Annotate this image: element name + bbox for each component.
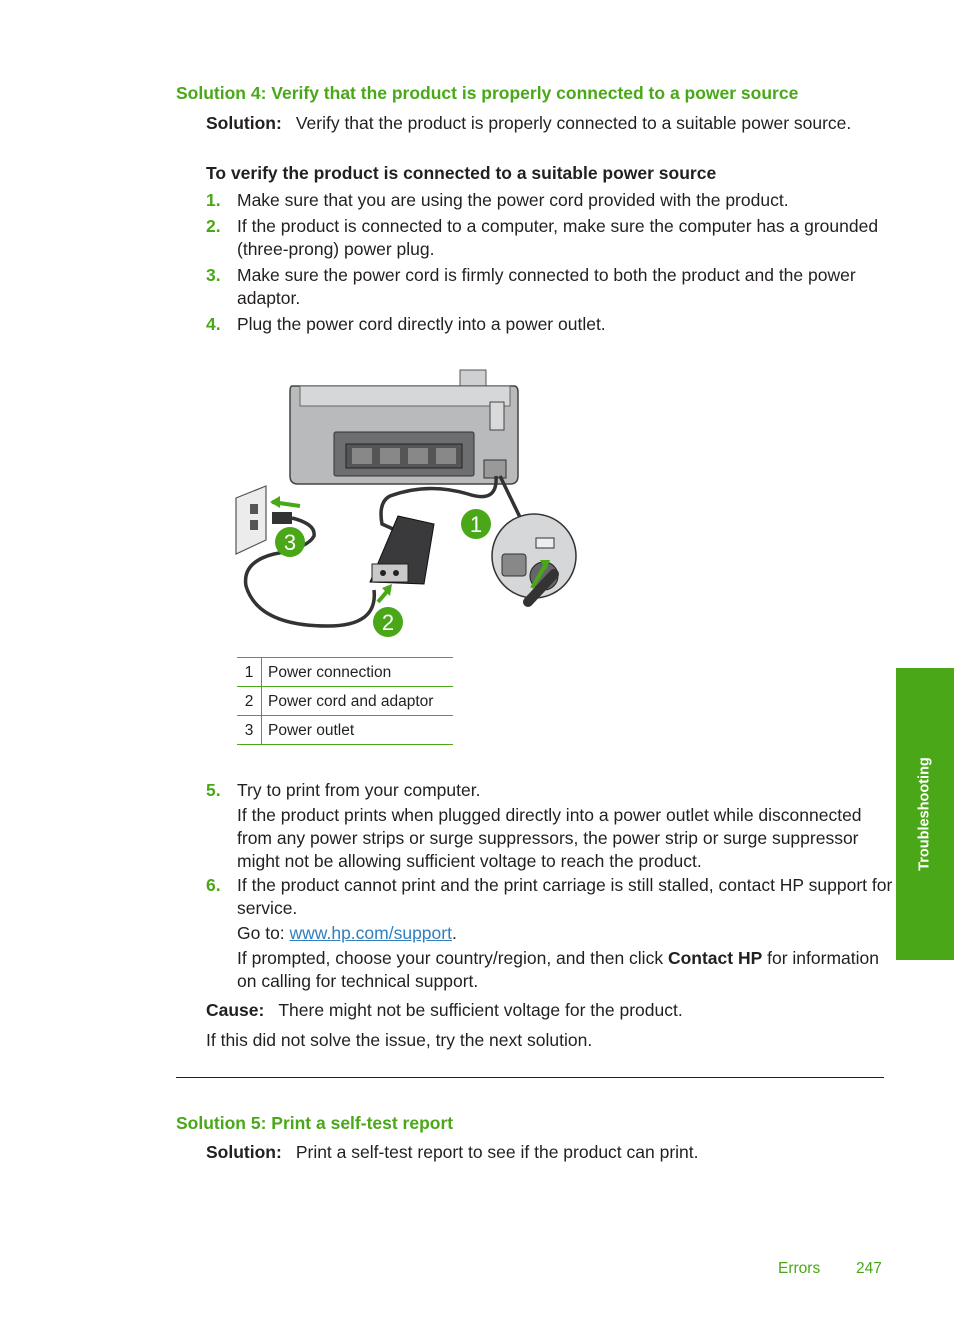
troubleshooting-side-tab — [896, 668, 954, 960]
step-number: 6. — [206, 875, 221, 895]
page-number: 247 — [856, 1260, 882, 1277]
solution-text: Print a self-test report to see if the product can print. — [295, 1142, 699, 1162]
solution-label: Solution: — [206, 1142, 282, 1162]
step-number: 4. — [206, 314, 221, 334]
cause-label: Cause: — [206, 1000, 265, 1020]
step-number: 5. — [206, 780, 221, 800]
callout-1 — [461, 509, 491, 539]
legend-number: 1 — [237, 658, 262, 687]
step-number: 2. — [206, 216, 221, 236]
solution-5-heading: Solution 5: Print a self-test report — [176, 1113, 454, 1133]
step-number: 3. — [206, 265, 221, 285]
legend-label: Power outlet — [262, 716, 454, 745]
callout-2 — [373, 607, 403, 637]
step-3 — [206, 264, 896, 310]
solution-label: Solution: — [206, 113, 282, 133]
goto-line — [237, 922, 897, 945]
contact-hp-label: Contact HP — [667, 948, 763, 968]
power-port-zoom-icon — [492, 514, 576, 602]
footer-section: Errors — [778, 1260, 821, 1277]
callout-legend-table — [237, 657, 453, 745]
printer-icon — [290, 370, 518, 484]
solution-4-heading: Solution 4: Verify that the product is properly connected to a power source — [176, 83, 799, 103]
step-6 — [206, 874, 896, 993]
section-divider — [176, 1077, 884, 1078]
side-tab-label: Troubleshooting — [916, 757, 933, 871]
table-row — [237, 716, 453, 745]
goto-suffix: . — [451, 923, 457, 943]
step-text: Try to print from your computer. — [237, 780, 481, 800]
legend-label: Power connection — [262, 658, 454, 687]
table-row — [237, 687, 453, 716]
prompt-line — [237, 947, 897, 993]
step-detail: If the product prints when plugged directly into a power outlet while disconnected from any power strips or surge suppressors, the power strip or surge suppressor might not be allowing sufficient voltage to reach the product. — [237, 805, 862, 871]
step-text: If the product is connected to a computer, make sure the computer has a grounded (three-prong) power plug. — [237, 216, 879, 259]
prompt-suffix: for information on calling for technical support. — [237, 948, 879, 991]
legend-number: 2 — [237, 687, 262, 716]
svg-text:1: 1 — [469, 512, 483, 537]
solution-text: Verify that the product is properly connected to a suitable power source. — [295, 113, 852, 133]
callout-3 — [275, 527, 305, 557]
step-text: If the product cannot print and the print carriage is still stalled, contact HP support for service. — [237, 875, 893, 918]
power-connection-illustration — [228, 364, 588, 644]
step-number: 1. — [206, 190, 221, 210]
legend-label: Power cord and adaptor — [262, 687, 454, 716]
step-2 — [206, 215, 896, 261]
hp-support-link[interactable]: www.hp.com/support — [289, 923, 452, 943]
goto-prefix: Go to: — [237, 923, 290, 943]
svg-text:2: 2 — [381, 610, 395, 635]
cause-statement — [206, 999, 896, 1022]
step-1 — [206, 189, 896, 212]
step-5 — [206, 779, 896, 873]
step-text: Make sure the power cord is firmly connected to both the product and the power adaptor. — [237, 265, 856, 308]
table-row — [237, 658, 453, 687]
step-text: Make sure that you are using the power cord provided with the product. — [237, 190, 789, 210]
next-solution-note: If this did not solve the issue, try the next solution. — [206, 1030, 593, 1050]
step-text: Plug the power cord directly into a power outlet. — [237, 314, 606, 334]
legend-number: 3 — [237, 716, 262, 745]
prompt-prefix: If prompted, choose your country/region, and then click — [237, 948, 668, 968]
svg-text:3: 3 — [283, 530, 297, 555]
power-adaptor-icon — [370, 516, 434, 584]
procedure-title: To verify the product is connected to a suitable power source — [206, 163, 717, 183]
cause-text: There might not be sufficient voltage for the product. — [278, 1000, 683, 1020]
solution-5-statement — [206, 1141, 896, 1164]
step-4 — [206, 313, 896, 336]
solution-4-statement — [206, 112, 896, 135]
